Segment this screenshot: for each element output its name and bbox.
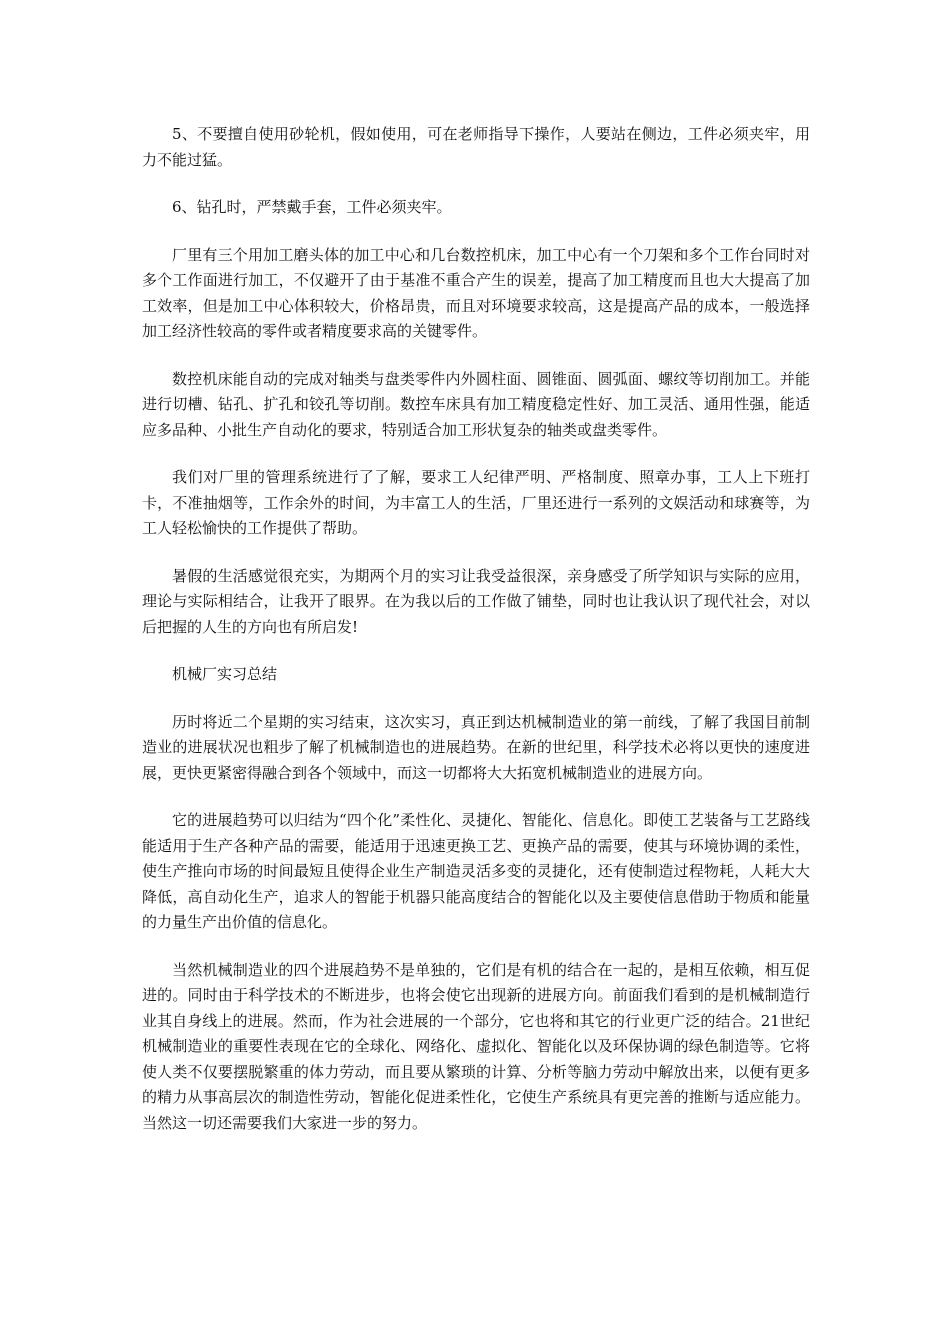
paragraph-machining-center: 厂里有三个用加工磨头体的加工中心和几台数控机床，加工中心有一个刀架和多个工作台同时对多个工作面进行加工，不仅避开了由于基准不重合产生的误差，提高了加工精度而且也大大提高了加工效率，但是加工中心体积较大，价格昂贵，而且对环境要求较高，这是提高产品的成本，一般选择加工经济性较高的零件或者精度要求高的关键零件。 xyxy=(142,245,810,340)
document-body xyxy=(142,122,810,1158)
paragraph-summer-reflection: 暑假的生活感觉很充实，为期两个月的实习让我受益很深，亲身感受了所学知识与实际的应用，理论与实际相结合，让我开了眼界。在为我以后的工作做了铺垫，同时也让我认识了现代社会，对以后把握的人生的方向也有所启发! xyxy=(142,566,810,636)
paragraph-conclusion: 当然机械制造业的四个进展趋势不是单独的，它们是有机的结合在一起的，是相互依赖，相互促进的。同时由于科学技术的不断进步，也将会使它出现新的进展方向。前面我们看到的是机械制造行业其自身线上的进展。然而，作为社会进展的一个部分，它也将和其它的行业更广泛的结合。21世纪机械制造业的重要性表现在它的全球化、网络化、虚拟化、智能化以及环保协调的绿色制造等。它将使人类不仅要摆脱繁重的体力劳动，而且要从繁琐的计算、分析等脑力劳动中解放出来，以便有更多的精力从事高层次的制造性劳动，智能化促进柔性化，它使生产系统具有更完善的推断与适应能力。当然这一切还需要我们大家进一步的努力。 xyxy=(142,960,810,1132)
section-heading: 机械厂实习总结 xyxy=(172,665,278,683)
paragraph-safety-grinder: 5、不要擅自使用砂轮机，假如使用，可在老师指导下操作，人要站在侧边，工件必须夹牢，用力不能过猛。 xyxy=(142,125,810,169)
paragraph-safety-drilling: 6、钻孔时，严禁戴手套，工件必须夹牢。 xyxy=(172,198,452,216)
paragraph-internship-overview: 历时将近二个星期的实习结束，这次实习，真正到达机械制造业的第一前线，了解了我国目前制造业的进展状况也粗步了解了机械制造也的进展趋势。在新的世纪里，科学技术必将以更快的速度进展，更快更紧密得融合到各个领域中，而这一切都将大大拓宽机械制造业的进展方向。 xyxy=(142,712,810,782)
paragraph-development-trends: 它的进展趋势可以归结为“四个化”柔性化、灵捷化、智能化、信息化。即使工艺装备与工艺路线能适用于生产各种产品的需要，能适用于迅速更换工艺、更换产品的需要，使其与环境协调的柔性，使生产推向市场的时间最短且使得企业生产制造灵活多变的灵捷化，还有使制造过程物耗，人耗大大降低，高自动化生产，追求人的智能于机器只能高度结合的智能化以及主要使信息借助于物质和能量的力量生产出价值的信息化。 xyxy=(142,811,810,931)
paragraph-management-system: 我们对厂里的管理系统进行了了解，要求工人纪律严明、严格制度、照章办事，工人上下班打卡，不准抽烟等，工作余外的时间，为丰富工人的生活，厂里还进行一系列的文娱活动和球赛等，为工人轻松愉快的工作提供了帮助。 xyxy=(142,468,810,537)
paragraph-cnc-lathe: 数控机床能自动的完成对轴类与盘类零件内外圆柱面、圆锥面、圆弧面、螺纹等切削加工。并能进行切槽、钻孔、扩孔和铰孔等切削。数控车床具有加工精度稳定性好、加工灵活、通用性强，能适应多品种、小批生产自动化的要求，特别适合加工形状复杂的轴类或盘类零件。 xyxy=(142,369,810,439)
